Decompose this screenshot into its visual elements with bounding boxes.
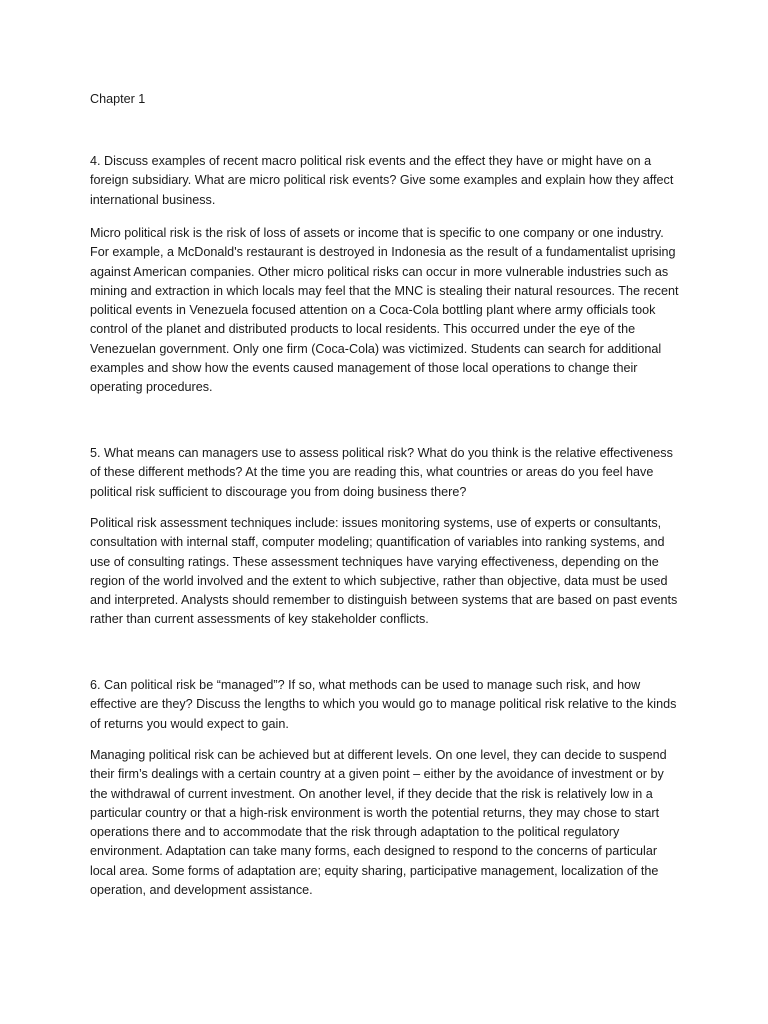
question-4: 4. Discuss examples of recent macro political risk events and the effect they have or might have on a foreign subsidiary. What are micro political risk events? Give some examples and explain how they affect international business. xyxy=(90,154,674,207)
question-5: 5. What means can managers use to assess political risk? What do you think is the relative effectiveness of these different methods? At the time you are reading this, what countries or areas do you feel have political risk sufficient to discourage you from doing business there? xyxy=(90,446,673,499)
answer-6: Managing political risk can be achieved but at different levels. On one level, they can decide to suspend their firm’s dealings with a certain country at a given point – either by the avoidance of investment or by the withdrawal of current investment. On another level, if they decide that the risk is relatively low in a particular country or that a high-risk environment is worth the potential returns, they may chose to start operations there and to accommodate that the risk through adaptation to the political regulatory environment. Adaptation can take many forms, each designed to respond to the concerns of particular local area. Some forms of adaptation are; equity sharing, participative management, localization of the operation, and development assistance. xyxy=(90,748,667,898)
question-6: 6. Can political risk be “managed”? If so, what methods can be used to manage such risk, and how effective are they? Discuss the lengths to which you would go to manage political risk relative to the kinds of returns you would expect to gain. xyxy=(90,678,677,731)
chapter-heading: Chapter 1 xyxy=(90,92,146,106)
answer-5: Political risk assessment techniques include: issues monitoring systems, use of experts or consultants, consultation with internal staff, computer modeling; quantification of variables into ranking systems, and use of consulting ratings. These assessment techniques have varying effectiveness, depending on the region of the world involved and the extent to which subjective, rather than objective, data must be used and interpreted. Analysts should remember to distinguish between systems that are based on past events rather than current assessments of key stakeholder conflicts. xyxy=(90,516,678,627)
answer-4: Micro political risk is the risk of loss of assets or income that is specific to one company or one industry. For example, a McDonald's restaurant is destroyed in Indonesia as the result of a fundamentalist uprising against American companies. Other micro political risks can occur in more vulnerable industries such as mining and extraction in which locals may feel that the MNC is stealing their natural resources. The recent political events in Venezuela focused attention on a Coca-Cola bottling plant where army officials took control of the planet and distributed products to local residents. This occurred under the eye of the Venezuelan government. Only one firm (Coca-Cola) was victimized. Students can search for additional examples and show how the events caused management of those local operations to change their operating procedures. xyxy=(90,226,679,395)
